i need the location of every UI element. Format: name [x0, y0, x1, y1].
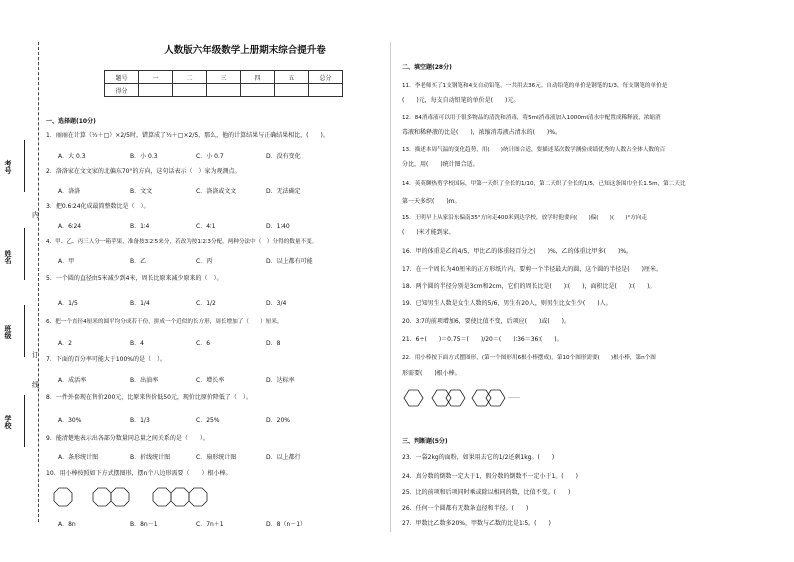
q9-option-a[interactable]: A．条形统计图 — [58, 454, 99, 461]
binding-label-name: 姓名 — [4, 250, 12, 264]
question-19: 19．已知男生人数是女生人数的5/6，男生有20人，则男生比女生少( )人。 — [402, 300, 612, 307]
q1-option-d[interactable]: D．没有变化 — [266, 153, 301, 160]
octagon-figures — [52, 486, 252, 510]
column-divider — [390, 42, 391, 532]
q7-option-a[interactable]: A．成活率 — [58, 377, 87, 384]
question-21: 21．6÷( )＝0.75＝( )/20＝( )∶36＝36∶( )。 — [402, 336, 563, 343]
score-cell[interactable] — [309, 84, 343, 97]
question-13-line1: 13．描述本周气温的变化趋势，用( )统计图合适，要描述某次数学测验成绩优秀的人数占全体人数的百 — [402, 147, 666, 153]
question-15-line2: ( )米才能到家。 — [402, 229, 455, 236]
hexagon-icon — [432, 390, 451, 406]
octagon-icon — [153, 488, 171, 506]
octagon-icon — [111, 488, 129, 506]
section-2-heading: 二、填空题(28分) — [402, 64, 452, 71]
octagon-icon — [54, 488, 72, 506]
q4-option-b[interactable]: B．乙 — [130, 258, 147, 265]
q7-option-d[interactable]: D．达标率 — [266, 377, 295, 384]
q5-option-c[interactable]: C．1/2 — [196, 300, 216, 307]
question-12-line2: 毒液和稀释液的比是( )，浓缩消毒液占清水的( )%。 — [402, 129, 562, 136]
question-4: 4．甲、乙、丙三人分一箱苹果，准备按3∶2∶5来分，若改为按1∶2∶3分配，两种分法中（ ）分得的数量不变。 — [46, 239, 318, 245]
binding-blank — [24, 140, 25, 192]
binding-dot: 线 — [32, 381, 39, 389]
section-3-heading: 三、判断题(5分) — [402, 438, 448, 445]
page-title: 人数版六年级数学上册期末综合提升卷 — [164, 45, 326, 56]
q4-option-c[interactable]: C．丙 — [196, 258, 213, 265]
q8-option-c[interactable]: C．25% — [196, 417, 220, 424]
score-cell[interactable] — [241, 84, 275, 97]
hexagon-figures — [402, 388, 512, 408]
question-23: 23．一袋2kg的面粉，如果用去它的1/2还剩1kg。( ) — [402, 454, 555, 461]
score-header: 五 — [275, 71, 309, 84]
score-cell[interactable] — [207, 84, 241, 97]
score-cell[interactable] — [275, 84, 309, 97]
question-17: 17．在一个周长为40厘米的正方形纸片内，要剪一个半径最大的圆，这个圆的半径是( )厘米。 — [402, 266, 662, 273]
hexagon-icon — [472, 390, 491, 406]
question-10: 10．用小棒按照如下方式摆图形，摆n个八边形需要（ ）根小棒。 — [46, 470, 232, 477]
question-3: 3．把0.6∶24化成最简整数比是（ ）。 — [46, 203, 150, 210]
binding-dot: 订 — [32, 351, 39, 359]
question-20: 20．3∶7的前项增加6，要使比值不变，后项应( )或( )。 — [402, 318, 571, 325]
question-18: 18．两个圆的半径分别是3cm和2cm，它们的周长比是( )∶( )，面积比是( )∶( )。 — [402, 283, 656, 290]
q2-option-a[interactable]: A．洛洛 — [58, 188, 81, 195]
question-25: 25．比的前项和后项同时乘或除以相同的数，比值不变。( ) — [402, 489, 571, 496]
q3-option-d[interactable]: D．1∶40 — [266, 223, 290, 230]
question-13-line2: 分比，用( )统计图合适。 — [402, 161, 479, 168]
q6-option-c[interactable]: C．6 — [196, 340, 211, 347]
q1-option-a[interactable]: A．大 0.3 — [58, 153, 86, 160]
q8-option-b[interactable]: B．1/3 — [130, 417, 150, 424]
question-1: 1．丽丽在计算（½＋□）×2/5时，错算成了½＋□×2/5，那么，他的计算结果与正确结果相比，( )。 — [46, 132, 329, 139]
score-header: 题号 — [105, 71, 139, 84]
q10-option-a[interactable]: A．8n — [58, 521, 76, 528]
binding-dot: 内 — [32, 211, 39, 219]
q5-option-a[interactable]: A．1/5 — [58, 300, 78, 307]
q10-option-b[interactable]: B．8n－1 — [130, 521, 158, 528]
question-27: 27．甲数比乙数多20%，甲数与乙数的比是1∶5。( ) — [402, 520, 551, 527]
score-header: 三 — [207, 71, 241, 84]
score-row-label: 得分 — [105, 84, 139, 97]
question-6: 6．把一个直径4厘米的圆平均分成若干份，拼成一个近似的长方形，周长增加了（ ）厘米。 — [46, 319, 283, 325]
question-24: 24．真分数的倒数一定大于1，假分数的倒数不一定小于1。( ) — [402, 473, 578, 480]
q3-option-c[interactable]: C．4∶1 — [196, 223, 216, 230]
question-22-line1: 22．用小棒按下面方式摆图形，(第一个图形用6根小棒摆成)，第10个图形需要( )根小棒，第n个图 — [402, 355, 656, 361]
score-table — [104, 70, 343, 97]
octagon-icon — [189, 488, 207, 506]
ellipsis: …… — [508, 393, 520, 400]
hexagon-icon — [404, 390, 423, 406]
q5-option-d[interactable]: D．3/4 — [266, 300, 287, 307]
binding-line — [38, 42, 39, 522]
binding-label-class: 班级 — [4, 325, 12, 339]
question-14-line1: 14．英英聊热剪学校国际，甲第一天织了全长的1/10，第二天织了全长的1/5，已知这条围巾全长1.5m，第二天比 — [402, 181, 686, 187]
octagon-icon — [93, 488, 111, 506]
q8-option-a[interactable]: A．30% — [58, 417, 82, 424]
q2-option-c[interactable]: C．洛洛或文文 — [196, 188, 237, 195]
question-26: 26．任何一个圆都有无数条直径和半径。( ) — [402, 505, 529, 512]
score-header: 总分 — [309, 71, 343, 84]
question-8: 8．一件外套现在售价200元，比原来售价低50元，现价比原价降低了（ ）。 — [46, 394, 252, 401]
score-header: 四 — [241, 71, 275, 84]
q2-option-b[interactable]: B．文文 — [130, 188, 153, 195]
score-header: 一 — [139, 71, 173, 84]
q1-option-c[interactable]: C．小 0.7 — [196, 153, 224, 160]
q4-option-d[interactable]: D．以上都有可能 — [266, 258, 313, 265]
score-cell[interactable] — [139, 84, 173, 97]
question-11-line2: ( )元，每支自动铅笔的单价是( )元。 — [402, 97, 520, 104]
q2-option-d[interactable]: D．无法确定 — [266, 188, 301, 195]
q7-option-b[interactable]: B．出油率 — [130, 377, 159, 384]
question-22-line2: 形需要( )根小棒。 — [402, 370, 461, 377]
question-7: 7．下面的百分率可能大于100%的是（ ）。 — [46, 356, 166, 363]
binding-blank — [24, 305, 25, 357]
q5-option-b[interactable]: B．1/4 — [130, 300, 150, 307]
question-14-line2: 第一天多织( )m。 — [402, 198, 461, 205]
hexagon-icon — [486, 390, 505, 406]
question-11-line1: 11．李老师买了1支钢笔和4支自动铅笔，一共用去36元。自动铅笔的单价是钢笔的1/3，每支钢笔的单价是 — [402, 83, 668, 89]
q9-option-c[interactable]: C．扇形统计图 — [196, 454, 237, 461]
question-15-line1: 15．王明早上从家沿东偏南35°方向走400米到达学校，放学时他要向( )偏( )( )°方向走 — [402, 215, 647, 221]
q10-option-d[interactable]: D．8（n－1） — [266, 521, 307, 528]
question-9: 9．能清楚地表示出各部分数量同总量之间关系的是（ ）。 — [46, 435, 209, 442]
q6-option-a[interactable]: A．2 — [58, 340, 72, 347]
q6-option-b[interactable]: B．4 — [130, 340, 144, 347]
q6-option-d[interactable]: D．8 — [266, 340, 281, 347]
q3-option-a[interactable]: A．6∶24 — [58, 223, 82, 230]
binding-label-school: 学校 — [4, 415, 12, 429]
hexagon-icon — [446, 390, 465, 406]
question-12-line1: 12．84消毒液可以用于很多物品的清洗和消毒，将5ml消毒液加入1000ml清水中配置成稀释液，浓缩消 — [402, 115, 661, 121]
q1-option-b[interactable]: B．小 0.3 — [130, 153, 158, 160]
q7-option-c[interactable]: C．增长率 — [196, 377, 225, 384]
q9-option-d[interactable]: D．以上都行 — [266, 454, 301, 461]
binding-blank — [24, 395, 25, 447]
q3-option-b[interactable]: B．1∶4 — [130, 223, 150, 230]
question-2: 2．洛洛家在文文家的北偏东70°的方向，这句话表示（ ）家为观测点。 — [46, 168, 241, 175]
q4-option-a[interactable]: A．甲 — [58, 258, 75, 265]
question-5: 5．一个圆的直径由5米减少到4米，周长比原来减少原来的（ ）。 — [46, 275, 223, 282]
q10-option-c[interactable]: C．7n＋1 — [196, 521, 224, 528]
q8-option-d[interactable]: D．20% — [266, 417, 290, 424]
binding-label-kaohao: 考号 — [4, 160, 12, 174]
score-cell[interactable] — [173, 84, 207, 97]
q9-option-b[interactable]: B．折线统计图 — [130, 454, 171, 461]
score-header: 二 — [173, 71, 207, 84]
binding-blank — [24, 228, 25, 280]
octagon-icon — [171, 488, 189, 506]
question-16: 16．甲的体重是乙的4/5，甲比乙的体重轻百分之( )%，乙的体重比甲多( )%。 — [402, 248, 633, 255]
section-1-heading: 一、选择题(10分) — [46, 118, 96, 125]
